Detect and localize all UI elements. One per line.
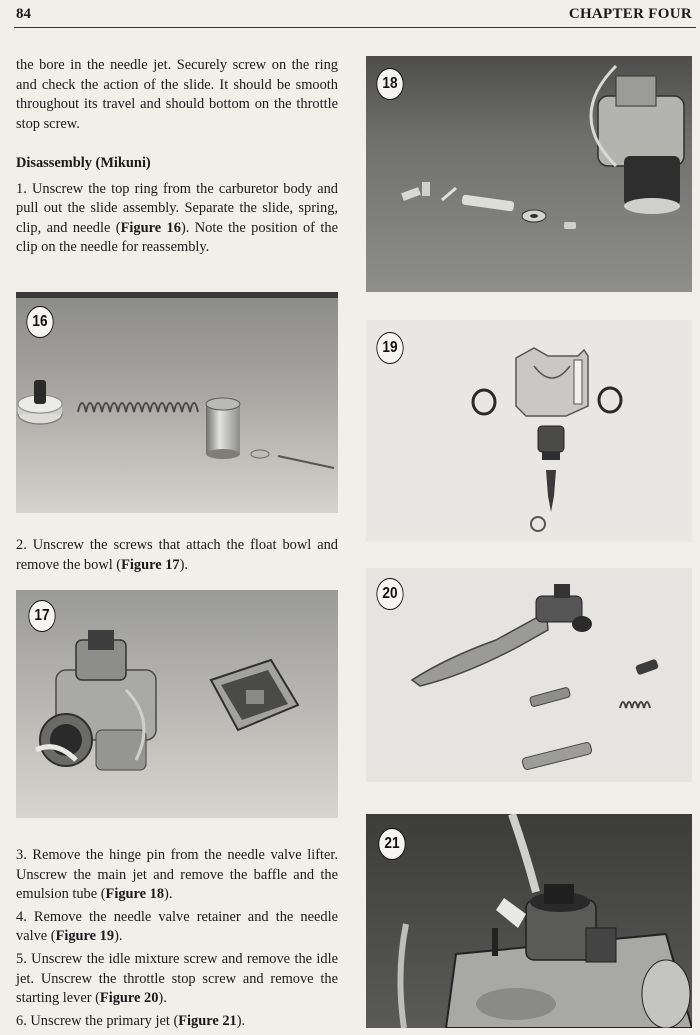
figure-ref-20[interactable]: Figure 20	[99, 990, 159, 1007]
figure-ref-19[interactable]: Figure 19	[55, 928, 115, 945]
figure-18-label: 18	[376, 68, 403, 100]
figure-19	[366, 320, 692, 542]
figure-ref-18[interactable]: Figure 18	[105, 886, 165, 903]
section-heading: Disassembly (Mikuni)	[16, 155, 151, 171]
intro-paragraph: the bore in the needle jet. Securely screw on the ring and check the action of the slide. It should be smooth throughout its travel and should bottom on the throttle stop screw.	[16, 57, 338, 132]
figure-ref-21[interactable]: Figure 21	[178, 1012, 237, 1029]
float-bowl-photo	[16, 590, 338, 818]
figure-17-label: 17	[28, 600, 55, 632]
step-4: 4. Remove the needle valve retainer and the needle valve (Figure 19).	[16, 908, 338, 945]
page-header	[0, 0, 700, 30]
step-3: 3. Remove the hinge pin from the needle valve lifter. Unscrew the main jet and remove the baffle and the emulsion tube (Figure 18).	[16, 847, 338, 903]
step-2: 2. Unscrew the screws that attach the float bowl and remove the bowl (Figure 17).	[16, 537, 338, 573]
figure-20	[366, 568, 692, 782]
jet-parts-photo	[366, 56, 692, 292]
page-number: 84	[16, 6, 31, 22]
figure-16	[16, 292, 338, 513]
figure-21-label: 21	[378, 828, 405, 860]
primary-jet-photo	[366, 814, 692, 1028]
figure-ref-16[interactable]: Figure 16	[120, 219, 181, 236]
figure-17	[16, 590, 338, 818]
figure-18	[366, 56, 692, 292]
figure-16-label: 16	[26, 306, 53, 338]
step-2-block	[16, 536, 338, 575]
steps-3-6-block	[16, 846, 338, 1031]
figure-21	[366, 814, 692, 1028]
step-6: 6. Unscrew the primary jet (Figure 21).	[16, 1012, 246, 1029]
chapter-title: CHAPTER FOUR	[568, 6, 692, 22]
step-5: 5. Unscrew the idle mixture screw and remove the idle jet. Unscrew the throttle stop screw and remove the starting lever (Figure 20).	[16, 950, 338, 1007]
starting-lever-photo	[366, 568, 692, 782]
disassembly-section	[16, 154, 338, 258]
figure-19-label: 19	[376, 332, 403, 364]
step-1: 1. Unscrew the top ring from the carburetor body and pull out the slide assembly. Separate the slide, spring, clip, and needle (Figure 16). Note the position of the clip on the needle for reassembly.	[16, 180, 338, 256]
figure-20-label: 20	[376, 578, 403, 610]
needle-valve-photo	[366, 320, 692, 542]
slide-assembly-photo	[16, 292, 338, 513]
intro-block	[16, 56, 338, 134]
header-rule	[14, 27, 696, 28]
figure-ref-17[interactable]: Figure 17	[121, 556, 180, 573]
